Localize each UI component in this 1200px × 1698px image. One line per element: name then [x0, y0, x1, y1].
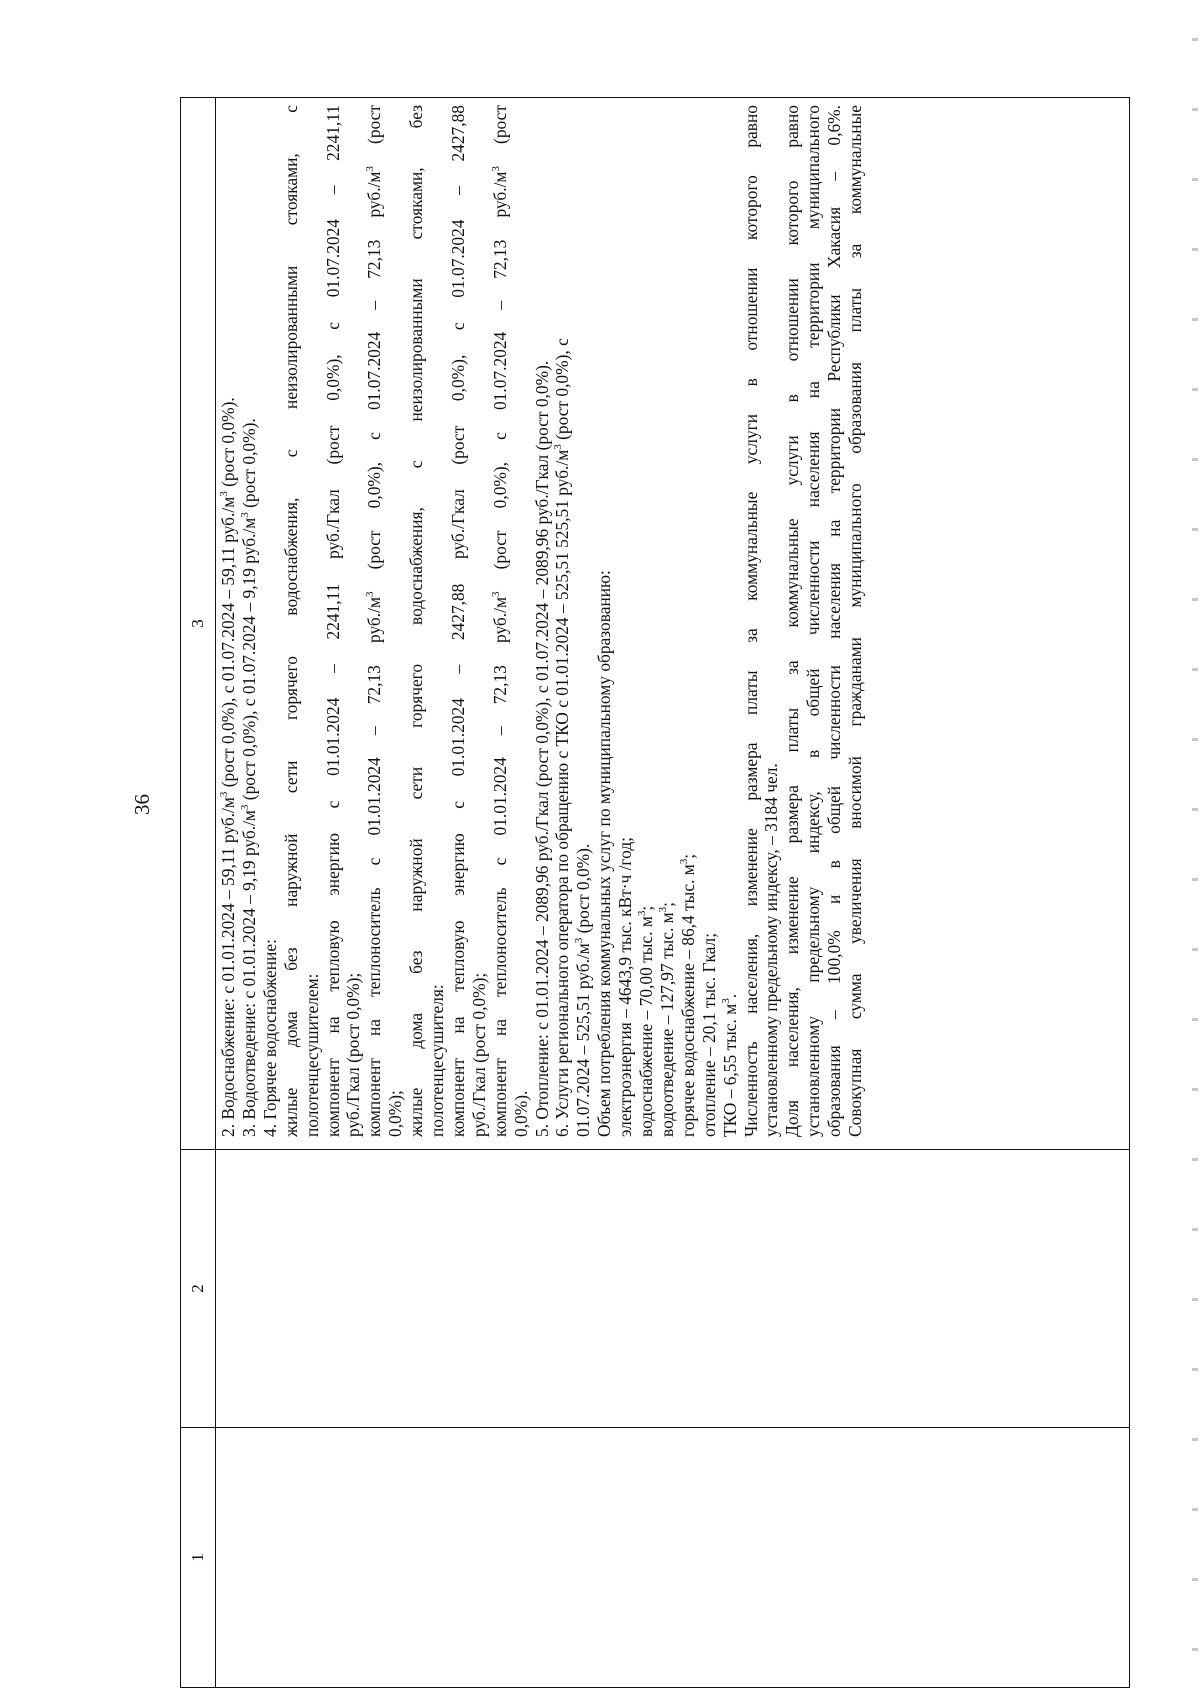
tariff-table	[180, 97, 1130, 1688]
scan-edge-artifact	[1192, 0, 1198, 1698]
page-number: 36	[130, 794, 154, 815]
text-line: 0,0%).	[510, 1090, 531, 1137]
text-line: 5. Отопление: с 01.01.2024 – 2089,96 руб./Гкал (рост 0,0%), с 01.07.2024 – 2089,96 руб./Гкал (рост 0,0%).	[531, 360, 552, 1137]
column-header-2: 2	[181, 1150, 216, 1428]
text-line: жилые дома без наружной сети горячего водоснабжения, с неизолированными стояками, с	[280, 105, 301, 1137]
text-line: компонент на теплоноситель с 01.01.2024 – 72,13 $руб./м^3$ (рост 0,0%), с 01.07.2024 – 72,13 $руб./м^3$ (рост	[489, 105, 510, 1137]
column-header-1: 1	[181, 1428, 216, 1688]
table-row	[216, 98, 1130, 1688]
text-line: компонент на тепловую энергию с 01.01.2024 – 2427,88 руб./Гкал (рост 0,0%), с 01.07.2024 – 2427,88	[447, 105, 468, 1137]
text-line: 01.07.2024 – 525,51 $руб./м^3$ (рост 0,0%).	[573, 843, 594, 1137]
cell-col-1	[216, 1428, 1130, 1688]
text-line: 6. Услуги регионального оператора по обращению с ТКО с 01.01.2024 – 525,51 525,51 $руб./м^3$ (рост 0,0%), с	[552, 338, 573, 1137]
column-header-3: 3	[181, 98, 216, 1150]
text-line: руб./Гкал (рост 0,0%);	[343, 972, 364, 1137]
tariff-table-rotated	[180, 98, 1130, 1688]
cell-col-2	[216, 1150, 1130, 1428]
text-line: компонент на тепловую энергию с 01.01.2024 – 2241,11 руб./Гкал (рост 0,0%), с 01.07.2024 – 2241,11	[322, 105, 343, 1137]
text-line: Объем потребления коммунальных услуг по муниципальному образованию:	[594, 570, 615, 1137]
table-header-row	[181, 98, 216, 1688]
text-line: Доля населения, изменение размера платы за коммунальные услуги в отношении которого равно	[782, 105, 803, 1137]
text-line: водоснабжение – 70,00 тыс. $м^3$;	[636, 905, 657, 1137]
text-line: 4. Горячее водоснабжение:	[259, 939, 280, 1137]
tariff-description	[216, 98, 866, 1149]
text-line: установленному предельному индексу, – 3184 чел.	[761, 763, 782, 1137]
text-line: жилые дома без наружной сети горячего водоснабжения, с неизолированными стояками, без	[406, 105, 427, 1137]
text-line: 3. Водоотведение: с 01.01.2024 – 9,19 $руб./м^3$ (рост 0,0%), с 01.07.2024 – 9,19 $руб./м^3$ (рост 0,0%).	[238, 418, 259, 1137]
text-line: образования – 100,0% и в общей численности населения на территории Республики Хакасия – 0,6%.	[824, 105, 845, 1137]
text-line: электроэнергия – 4643,9 тыс. кВт·ч /год;	[615, 836, 636, 1137]
text-line: 0,0%);	[385, 1090, 406, 1137]
text-line: отопление – 20,1 тыс. Гкал;	[698, 932, 719, 1137]
cell-col-3	[216, 98, 1130, 1150]
text-line: установленному предельному индексу, в общей численности населения на территории муниципального	[803, 105, 824, 1137]
text-line: полотенцесушителем:	[301, 973, 322, 1137]
text-line: компонент на теплоноситель с 01.01.2024 – 72,13 $руб./м^3$ (рост 0,0%), с 01.07.2024 – 72,13 $руб./м^3$ (рост	[364, 105, 385, 1137]
text-line: Совокупная сумма увеличения вносимой гражданами муниципального образования платы за коммунальные	[845, 105, 866, 1137]
text-line: Численность населения, изменение размера платы за коммунальные услуги в отношении которого равно	[740, 105, 761, 1137]
text-line: руб./Гкал (рост 0,0%);	[468, 972, 489, 1137]
text-line: 2. Водоснабжение: с 01.01.2024 – 59,11 $руб./м^3$ (рост 0,0%), с 01.07.2024 – 59,11 $руб./м^3$ (рост 0,0%).	[218, 397, 238, 1137]
text-line: горячее водоснабжение – 86,4 тыс. $м^3$;	[677, 853, 698, 1137]
text-line: водоотведение – 127,97 тыс. $м^3$;	[656, 901, 677, 1137]
text-line: полотенцесушителя:	[427, 984, 447, 1137]
text-line: ТКО – 6,55 тыс. $м^3$.	[719, 993, 740, 1137]
